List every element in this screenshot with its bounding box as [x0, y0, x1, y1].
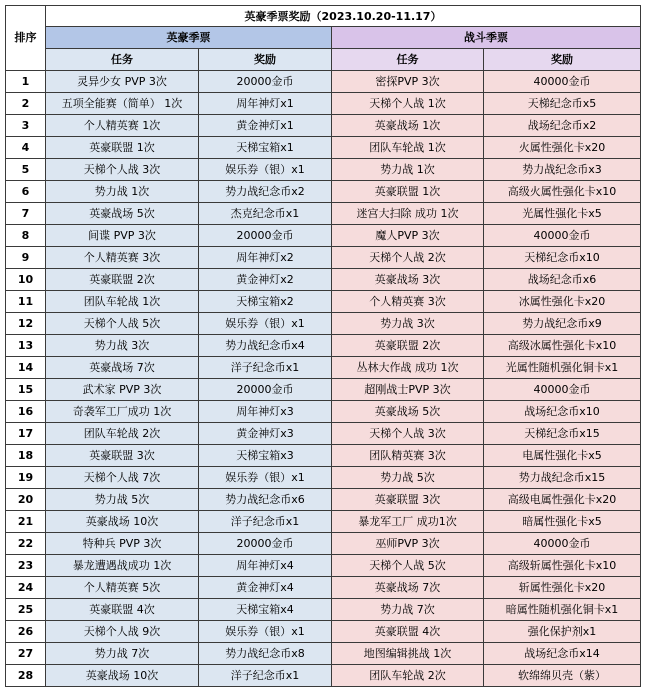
hero-reward-cell: 势力战纪念币x8 — [199, 643, 332, 665]
hero-task-cell: 英豪联盟 2次 — [46, 269, 199, 291]
table-row — [6, 533, 641, 555]
hero-task-cell: 武术家 PVP 3次 — [46, 379, 199, 401]
battle-reward-cell: 势力战纪念币x15 — [484, 467, 641, 489]
battle-task-cell: 势力战 7次 — [332, 599, 484, 621]
hero-task-cell: 英豪联盟 1次 — [46, 137, 199, 159]
rank-cell: 14 — [6, 357, 46, 379]
hero-task-cell: 间谍 PVP 3次 — [46, 225, 199, 247]
battle-task-cell: 迷宫大扫除 成功 1次 — [332, 203, 484, 225]
battle-task-cell: 个人精英赛 3次 — [332, 291, 484, 313]
hero-task-cell: 特种兵 PVP 3次 — [46, 533, 199, 555]
page-title: 英豪季票奖励（2023.10.20-11.17） — [46, 6, 641, 27]
hero-reward-cell: 势力战纪念币x4 — [199, 335, 332, 357]
battle-reward-cell: 40000金币 — [484, 71, 641, 93]
hero-reward-cell: 娱乐券（银）x1 — [199, 313, 332, 335]
section-header-row — [6, 27, 641, 49]
battle-reward-cell: 天梯纪念币x15 — [484, 423, 641, 445]
hero-reward-cell: 周年神灯x1 — [199, 93, 332, 115]
hero-task-cell: 天梯个人战 5次 — [46, 313, 199, 335]
hero-reward-cell: 娱乐券（银）x1 — [199, 159, 332, 181]
rewards-table — [5, 5, 641, 687]
battle-task-cell: 英豪战场 5次 — [332, 401, 484, 423]
battle-task-cell: 天梯个人战 3次 — [332, 423, 484, 445]
column-header-row — [6, 49, 641, 71]
rank-header: 排序 — [6, 6, 46, 71]
hero-reward-cell: 洋子纪念币x1 — [199, 357, 332, 379]
hero-reward-cell: 黄金神灯x2 — [199, 269, 332, 291]
battle-task-header: 任务 — [332, 49, 484, 71]
table-row — [6, 445, 641, 467]
battle-reward-cell: 40000金币 — [484, 225, 641, 247]
hero-reward-cell: 洋子纪念币x1 — [199, 665, 332, 687]
table-row — [6, 313, 641, 335]
rank-cell: 15 — [6, 379, 46, 401]
rank-cell: 16 — [6, 401, 46, 423]
table-row — [6, 621, 641, 643]
battle-task-cell: 英豪联盟 1次 — [332, 181, 484, 203]
hero-reward-cell: 势力战纪念币x2 — [199, 181, 332, 203]
battle-reward-cell: 光属性随机强化铜卡x1 — [484, 357, 641, 379]
rank-cell: 3 — [6, 115, 46, 137]
battle-reward-cell: 高级冰属性强化卡x10 — [484, 335, 641, 357]
table-row — [6, 423, 641, 445]
hero-task-cell: 团队车轮战 1次 — [46, 291, 199, 313]
battle-task-cell: 天梯个人战 5次 — [332, 555, 484, 577]
hero-reward-cell: 势力战纪念币x6 — [199, 489, 332, 511]
battle-task-cell: 英豪联盟 3次 — [332, 489, 484, 511]
rank-cell: 5 — [6, 159, 46, 181]
hero-task-cell: 英豪战场 5次 — [46, 203, 199, 225]
rank-cell: 8 — [6, 225, 46, 247]
hero-task-cell: 势力战 1次 — [46, 181, 199, 203]
hero-task-cell: 势力战 7次 — [46, 643, 199, 665]
rank-cell: 27 — [6, 643, 46, 665]
battle-reward-cell: 高级斩属性强化卡x10 — [484, 555, 641, 577]
table-row — [6, 357, 641, 379]
hero-task-cell: 英豪战场 10次 — [46, 665, 199, 687]
table-row — [6, 665, 641, 687]
battle-task-cell: 暴龙军工厂 成功1次 — [332, 511, 484, 533]
table-row — [6, 71, 641, 93]
battle-task-cell: 势力战 5次 — [332, 467, 484, 489]
hero-reward-cell: 黄金神灯x1 — [199, 115, 332, 137]
rank-cell: 10 — [6, 269, 46, 291]
season-pass-sheet — [5, 5, 641, 687]
hero-reward-cell: 黄金神灯x3 — [199, 423, 332, 445]
battle-task-cell: 团队精英赛 3次 — [332, 445, 484, 467]
rank-cell: 4 — [6, 137, 46, 159]
battle-reward-cell: 战场纪念币x10 — [484, 401, 641, 423]
battle-reward-cell: 40000金币 — [484, 379, 641, 401]
table-row — [6, 577, 641, 599]
rank-cell: 23 — [6, 555, 46, 577]
battle-reward-cell: 高级电属性强化卡x20 — [484, 489, 641, 511]
hero-task-header: 任务 — [46, 49, 199, 71]
table-row — [6, 643, 641, 665]
rank-cell: 24 — [6, 577, 46, 599]
rank-cell: 13 — [6, 335, 46, 357]
hero-task-cell: 英豪战场 7次 — [46, 357, 199, 379]
battle-task-cell: 英豪联盟 2次 — [332, 335, 484, 357]
rank-cell: 11 — [6, 291, 46, 313]
rank-cell: 6 — [6, 181, 46, 203]
hero-task-cell: 个人精英赛 1次 — [46, 115, 199, 137]
hero-reward-cell: 周年神灯x3 — [199, 401, 332, 423]
hero-reward-cell: 娱乐券（银）x1 — [199, 621, 332, 643]
table-row — [6, 335, 641, 357]
table-row — [6, 489, 641, 511]
rank-cell: 19 — [6, 467, 46, 489]
hero-task-cell: 英豪战场 10次 — [46, 511, 199, 533]
table-row — [6, 181, 641, 203]
battle-reward-cell: 天梯纪念币x5 — [484, 93, 641, 115]
rank-cell: 1 — [6, 71, 46, 93]
table-row — [6, 511, 641, 533]
table-row — [6, 599, 641, 621]
battle-reward-cell: 战场纪念币x2 — [484, 115, 641, 137]
battle-task-cell: 天梯个人战 2次 — [332, 247, 484, 269]
table-row — [6, 225, 641, 247]
battle-task-cell: 英豪战场 7次 — [332, 577, 484, 599]
hero-reward-cell: 黄金神灯x4 — [199, 577, 332, 599]
hero-task-cell: 势力战 3次 — [46, 335, 199, 357]
hero-reward-cell: 洋子纪念币x1 — [199, 511, 332, 533]
table-row — [6, 269, 641, 291]
table-row — [6, 115, 641, 137]
battle-reward-cell: 40000金币 — [484, 533, 641, 555]
table-row — [6, 137, 641, 159]
battle-reward-header: 奖励 — [484, 49, 641, 71]
hero-reward-cell: 周年神灯x4 — [199, 555, 332, 577]
hero-pass-header: 英豪季票 — [46, 27, 332, 49]
battle-task-cell: 魔人PVP 3次 — [332, 225, 484, 247]
battle-task-cell: 丛林大作战 成功 1次 — [332, 357, 484, 379]
rank-cell: 2 — [6, 93, 46, 115]
rank-cell: 18 — [6, 445, 46, 467]
rank-cell: 22 — [6, 533, 46, 555]
battle-reward-cell: 强化保护剂x1 — [484, 621, 641, 643]
hero-reward-cell: 天梯宝箱x2 — [199, 291, 332, 313]
hero-task-cell: 天梯个人战 7次 — [46, 467, 199, 489]
rank-cell: 7 — [6, 203, 46, 225]
table-row — [6, 401, 641, 423]
battle-task-cell: 势力战 1次 — [332, 159, 484, 181]
battle-reward-cell: 软绵绵贝壳（紫） — [484, 665, 641, 687]
battle-task-cell: 团队车轮战 1次 — [332, 137, 484, 159]
hero-task-cell: 英豪联盟 4次 — [46, 599, 199, 621]
hero-task-cell: 势力战 5次 — [46, 489, 199, 511]
battle-reward-cell: 暗属性强化卡x5 — [484, 511, 641, 533]
battle-reward-cell: 暗属性随机强化铜卡x1 — [484, 599, 641, 621]
hero-task-cell: 英豪联盟 3次 — [46, 445, 199, 467]
rank-cell: 9 — [6, 247, 46, 269]
hero-reward-cell: 20000金币 — [199, 533, 332, 555]
battle-task-cell: 密探PVP 3次 — [332, 71, 484, 93]
battle-task-cell: 巫师PVP 3次 — [332, 533, 484, 555]
battle-pass-header: 战斗季票 — [332, 27, 641, 49]
rank-cell: 28 — [6, 665, 46, 687]
table-row — [6, 159, 641, 181]
battle-task-cell: 团队车轮战 2次 — [332, 665, 484, 687]
battle-task-cell: 地图编辑挑战 1次 — [332, 643, 484, 665]
rank-cell: 17 — [6, 423, 46, 445]
hero-reward-cell: 周年神灯x2 — [199, 247, 332, 269]
table-row — [6, 379, 641, 401]
hero-reward-cell: 杰克纪念币x1 — [199, 203, 332, 225]
battle-reward-cell: 高级火属性强化卡x10 — [484, 181, 641, 203]
battle-reward-cell: 天梯纪念币x10 — [484, 247, 641, 269]
battle-reward-cell: 斩属性强化卡x20 — [484, 577, 641, 599]
hero-reward-cell: 20000金币 — [199, 225, 332, 247]
table-body — [6, 71, 641, 687]
battle-reward-cell: 战场纪念币x6 — [484, 269, 641, 291]
battle-task-cell: 英豪战场 1次 — [332, 115, 484, 137]
battle-reward-cell: 电属性强化卡x5 — [484, 445, 641, 467]
battle-reward-cell: 火属性强化卡x20 — [484, 137, 641, 159]
battle-task-cell: 英豪战场 3次 — [332, 269, 484, 291]
hero-task-cell: 个人精英赛 3次 — [46, 247, 199, 269]
battle-reward-cell: 冰属性强化卡x20 — [484, 291, 641, 313]
battle-reward-cell: 光属性强化卡x5 — [484, 203, 641, 225]
battle-reward-cell: 势力战纪念币x3 — [484, 159, 641, 181]
hero-reward-header: 奖励 — [199, 49, 332, 71]
battle-task-cell: 势力战 3次 — [332, 313, 484, 335]
table-row — [6, 291, 641, 313]
hero-reward-cell: 娱乐券（银）x1 — [199, 467, 332, 489]
table-row — [6, 467, 641, 489]
hero-reward-cell: 20000金币 — [199, 379, 332, 401]
hero-reward-cell: 天梯宝箱x4 — [199, 599, 332, 621]
hero-reward-cell: 天梯宝箱x3 — [199, 445, 332, 467]
rank-cell: 26 — [6, 621, 46, 643]
table-row — [6, 247, 641, 269]
battle-reward-cell: 势力战纪念币x9 — [484, 313, 641, 335]
battle-task-cell: 天梯个人战 1次 — [332, 93, 484, 115]
table-row — [6, 203, 641, 225]
table-row — [6, 555, 641, 577]
battle-task-cell: 英豪联盟 4次 — [332, 621, 484, 643]
hero-task-cell: 天梯个人战 3次 — [46, 159, 199, 181]
hero-task-cell: 天梯个人战 9次 — [46, 621, 199, 643]
title-row — [6, 6, 641, 27]
battle-reward-cell: 战场纪念币x14 — [484, 643, 641, 665]
hero-reward-cell: 天梯宝箱x1 — [199, 137, 332, 159]
rank-cell: 12 — [6, 313, 46, 335]
hero-reward-cell: 20000金币 — [199, 71, 332, 93]
hero-task-cell: 奇袭军工厂成功 1次 — [46, 401, 199, 423]
battle-task-cell: 超刚战士PVP 3次 — [332, 379, 484, 401]
rank-cell: 21 — [6, 511, 46, 533]
table-row — [6, 93, 641, 115]
hero-task-cell: 个人精英赛 5次 — [46, 577, 199, 599]
hero-task-cell: 暴龙遭遇战成功 1次 — [46, 555, 199, 577]
hero-task-cell: 团队车轮战 2次 — [46, 423, 199, 445]
hero-task-cell: 灵异少女 PVP 3次 — [46, 71, 199, 93]
rank-cell: 25 — [6, 599, 46, 621]
hero-task-cell: 五项全能赛（简单） 1次 — [46, 93, 199, 115]
rank-cell: 20 — [6, 489, 46, 511]
